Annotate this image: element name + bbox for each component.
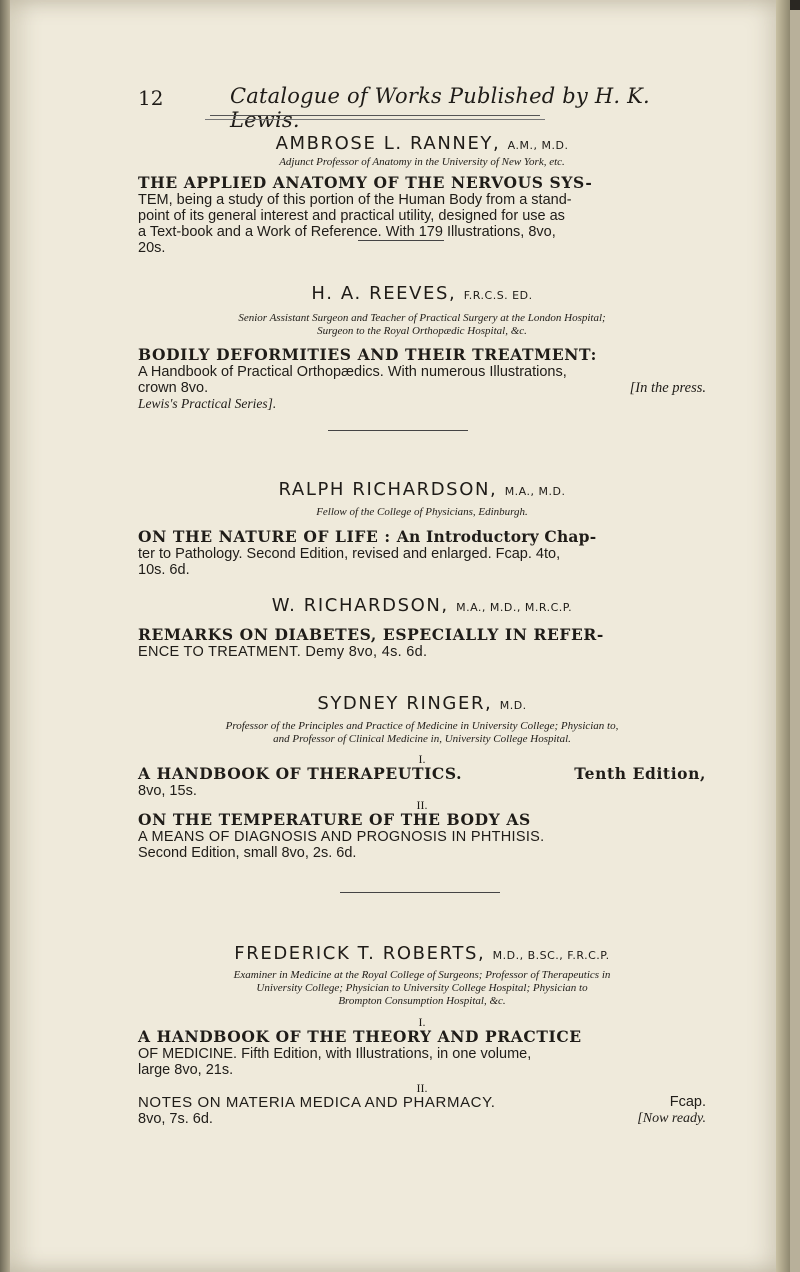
entry-frederick-roberts: [138, 944, 706, 1127]
page-number: 12: [138, 86, 164, 110]
author-line: [138, 134, 706, 156]
work-entry: [138, 346, 706, 412]
author-affiliation: Examiner in Medicine at the Royal College of Surgeons; Professor of Therapeutics in: [233, 969, 611, 981]
author-affiliation: Adjunct Professor of Anatomy in the University of New York, etc.: [279, 156, 565, 168]
author-line: [138, 694, 706, 716]
work-title: NOTES ON MATERIA MEDICA AND PHARMACY.: [138, 1094, 496, 1111]
author-name: AMBROSE L. RANNEY,: [275, 133, 501, 154]
author-affiliation: University College; Physician to University College Hospital; Physician to: [256, 982, 588, 994]
entry-ranney: [138, 134, 706, 256]
work-format: Fcap.: [669, 1094, 706, 1110]
work-description: ter to Pathology. Second Edition, revised and enlarged. Fcap. 4to,: [138, 546, 561, 562]
author-name: RALPH RICHARDSON,: [278, 479, 498, 500]
author-affiliation: Surgeon to the Royal Orthopædic Hospital, &c.: [317, 325, 527, 337]
header-rule-double: [205, 119, 545, 120]
author-credentials: F.R.C.S. ED.: [463, 289, 533, 302]
section-divider: [328, 430, 468, 431]
work-title: REMARKS ON DIABETES, ESPECIALLY IN REFER-: [138, 625, 604, 644]
author-credentials: A.M., M.D.: [507, 139, 569, 152]
work-numeral: I.: [418, 752, 426, 766]
author-name: H. A. REEVES,: [311, 283, 457, 304]
work-title: ON THE TEMPERATURE OF THE BODY AS: [138, 810, 531, 829]
work-price: large 8vo, 21s.: [138, 1062, 234, 1078]
work-entry: [138, 174, 706, 256]
author-line: [138, 596, 706, 618]
work-subtitle: An Introductory Chap-: [396, 527, 597, 546]
work-entry: [138, 799, 706, 861]
header-rule: [210, 115, 540, 116]
work-price: Second Edition, small 8vo, 2s. 6d.: [138, 845, 357, 861]
entry-reeves: [138, 284, 706, 412]
running-title: Catalogue of Works Published by H. K. Lewis.: [230, 84, 650, 132]
author-line: [138, 480, 706, 502]
work-numeral: II.: [416, 1081, 428, 1095]
author-line: [138, 284, 706, 306]
work-numeral: II.: [416, 798, 428, 812]
page-right-edge: [776, 0, 790, 1272]
work-entry: [138, 1082, 706, 1127]
author-name: FREDERICK T. ROBERTS,: [234, 943, 486, 964]
work-entry: [138, 753, 706, 799]
work-title: ON THE NATURE OF LIFE :: [138, 527, 397, 546]
work-status: [In the press.: [629, 380, 706, 396]
author-affiliation: Professor of the Principles and Practice of Medicine in University College; Physician to,: [225, 720, 619, 732]
work-description: TEM, being a study of this portion of the Human Body from a stand-: [138, 192, 572, 208]
author-credentials: M.A., M.D., M.R.C.P.: [456, 601, 573, 614]
work-price: 10s. 6d.: [138, 562, 190, 578]
work-description: crown 8vo.: [138, 380, 209, 396]
running-head: [138, 82, 698, 132]
author-credentials: M.D.: [499, 699, 527, 712]
work-price: 20s.: [138, 240, 166, 256]
work-description: ENCE TO TREATMENT. Demy 8vo, 4s. 6d.: [138, 644, 428, 660]
work-series: Lewis's Practical Series].: [138, 396, 277, 411]
author-name: W. RICHARDSON,: [271, 595, 449, 616]
author-affiliation: Brompton Consumption Hospital, &c.: [338, 995, 506, 1007]
work-title: A HANDBOOK OF THERAPEUTICS.: [138, 764, 463, 783]
author-credentials: M.A., M.D.: [504, 485, 566, 498]
work-entry: [138, 626, 706, 660]
author-line: [138, 944, 706, 966]
entry-sydney-ringer: [138, 694, 706, 861]
book-spine-edge: [0, 0, 10, 1272]
work-edition: Tenth Edition,: [574, 764, 706, 783]
author-affiliation: Senior Assistant Surgeon and Teacher of Practical Surgery at the London Hospital;: [238, 312, 606, 324]
section-divider: [340, 892, 500, 893]
work-entry: [138, 527, 706, 578]
work-description: point of its general interest and practical utility, designed for use as: [138, 208, 565, 224]
entry-w-richardson: [138, 596, 706, 660]
work-price: 8vo, 7s. 6d.: [138, 1111, 213, 1127]
work-description: A Handbook of Practical Orthopædics. With numerous Illustrations,: [138, 364, 567, 380]
section-divider: [358, 240, 444, 241]
entry-ralph-richardson: [138, 480, 706, 578]
author-affiliation: Fellow of the College of Physicians, Edinburgh.: [316, 506, 528, 518]
author-credentials: M.D., B.SC., F.R.C.P.: [492, 949, 610, 962]
work-title: BODILY DEFORMITIES AND THEIR TREATMENT:: [138, 345, 597, 364]
work-title: A HANDBOOK OF THE THEORY AND PRACTICE: [138, 1027, 582, 1046]
author-affiliation: and Professor of Clinical Medicine in, University College Hospital.: [273, 733, 571, 745]
work-entry: [138, 1016, 706, 1078]
work-numeral: I.: [418, 1015, 426, 1029]
work-price: 8vo, 15s.: [138, 783, 197, 799]
work-description: OF MEDICINE. Fifth Edition, with Illustrations, in one volume,: [138, 1046, 532, 1062]
author-name: SYDNEY RINGER,: [317, 693, 493, 714]
work-description: A MEANS OF DIAGNOSIS AND PROGNOSIS IN PHTHISIS.: [138, 829, 545, 845]
work-title: THE APPLIED ANATOMY OF THE NERVOUS SYS-: [138, 173, 593, 192]
work-description: a Text-book and a Work of Reference. With 179 Illustrations, 8vo,: [138, 224, 556, 240]
work-status: [Now ready.: [637, 1111, 706, 1126]
